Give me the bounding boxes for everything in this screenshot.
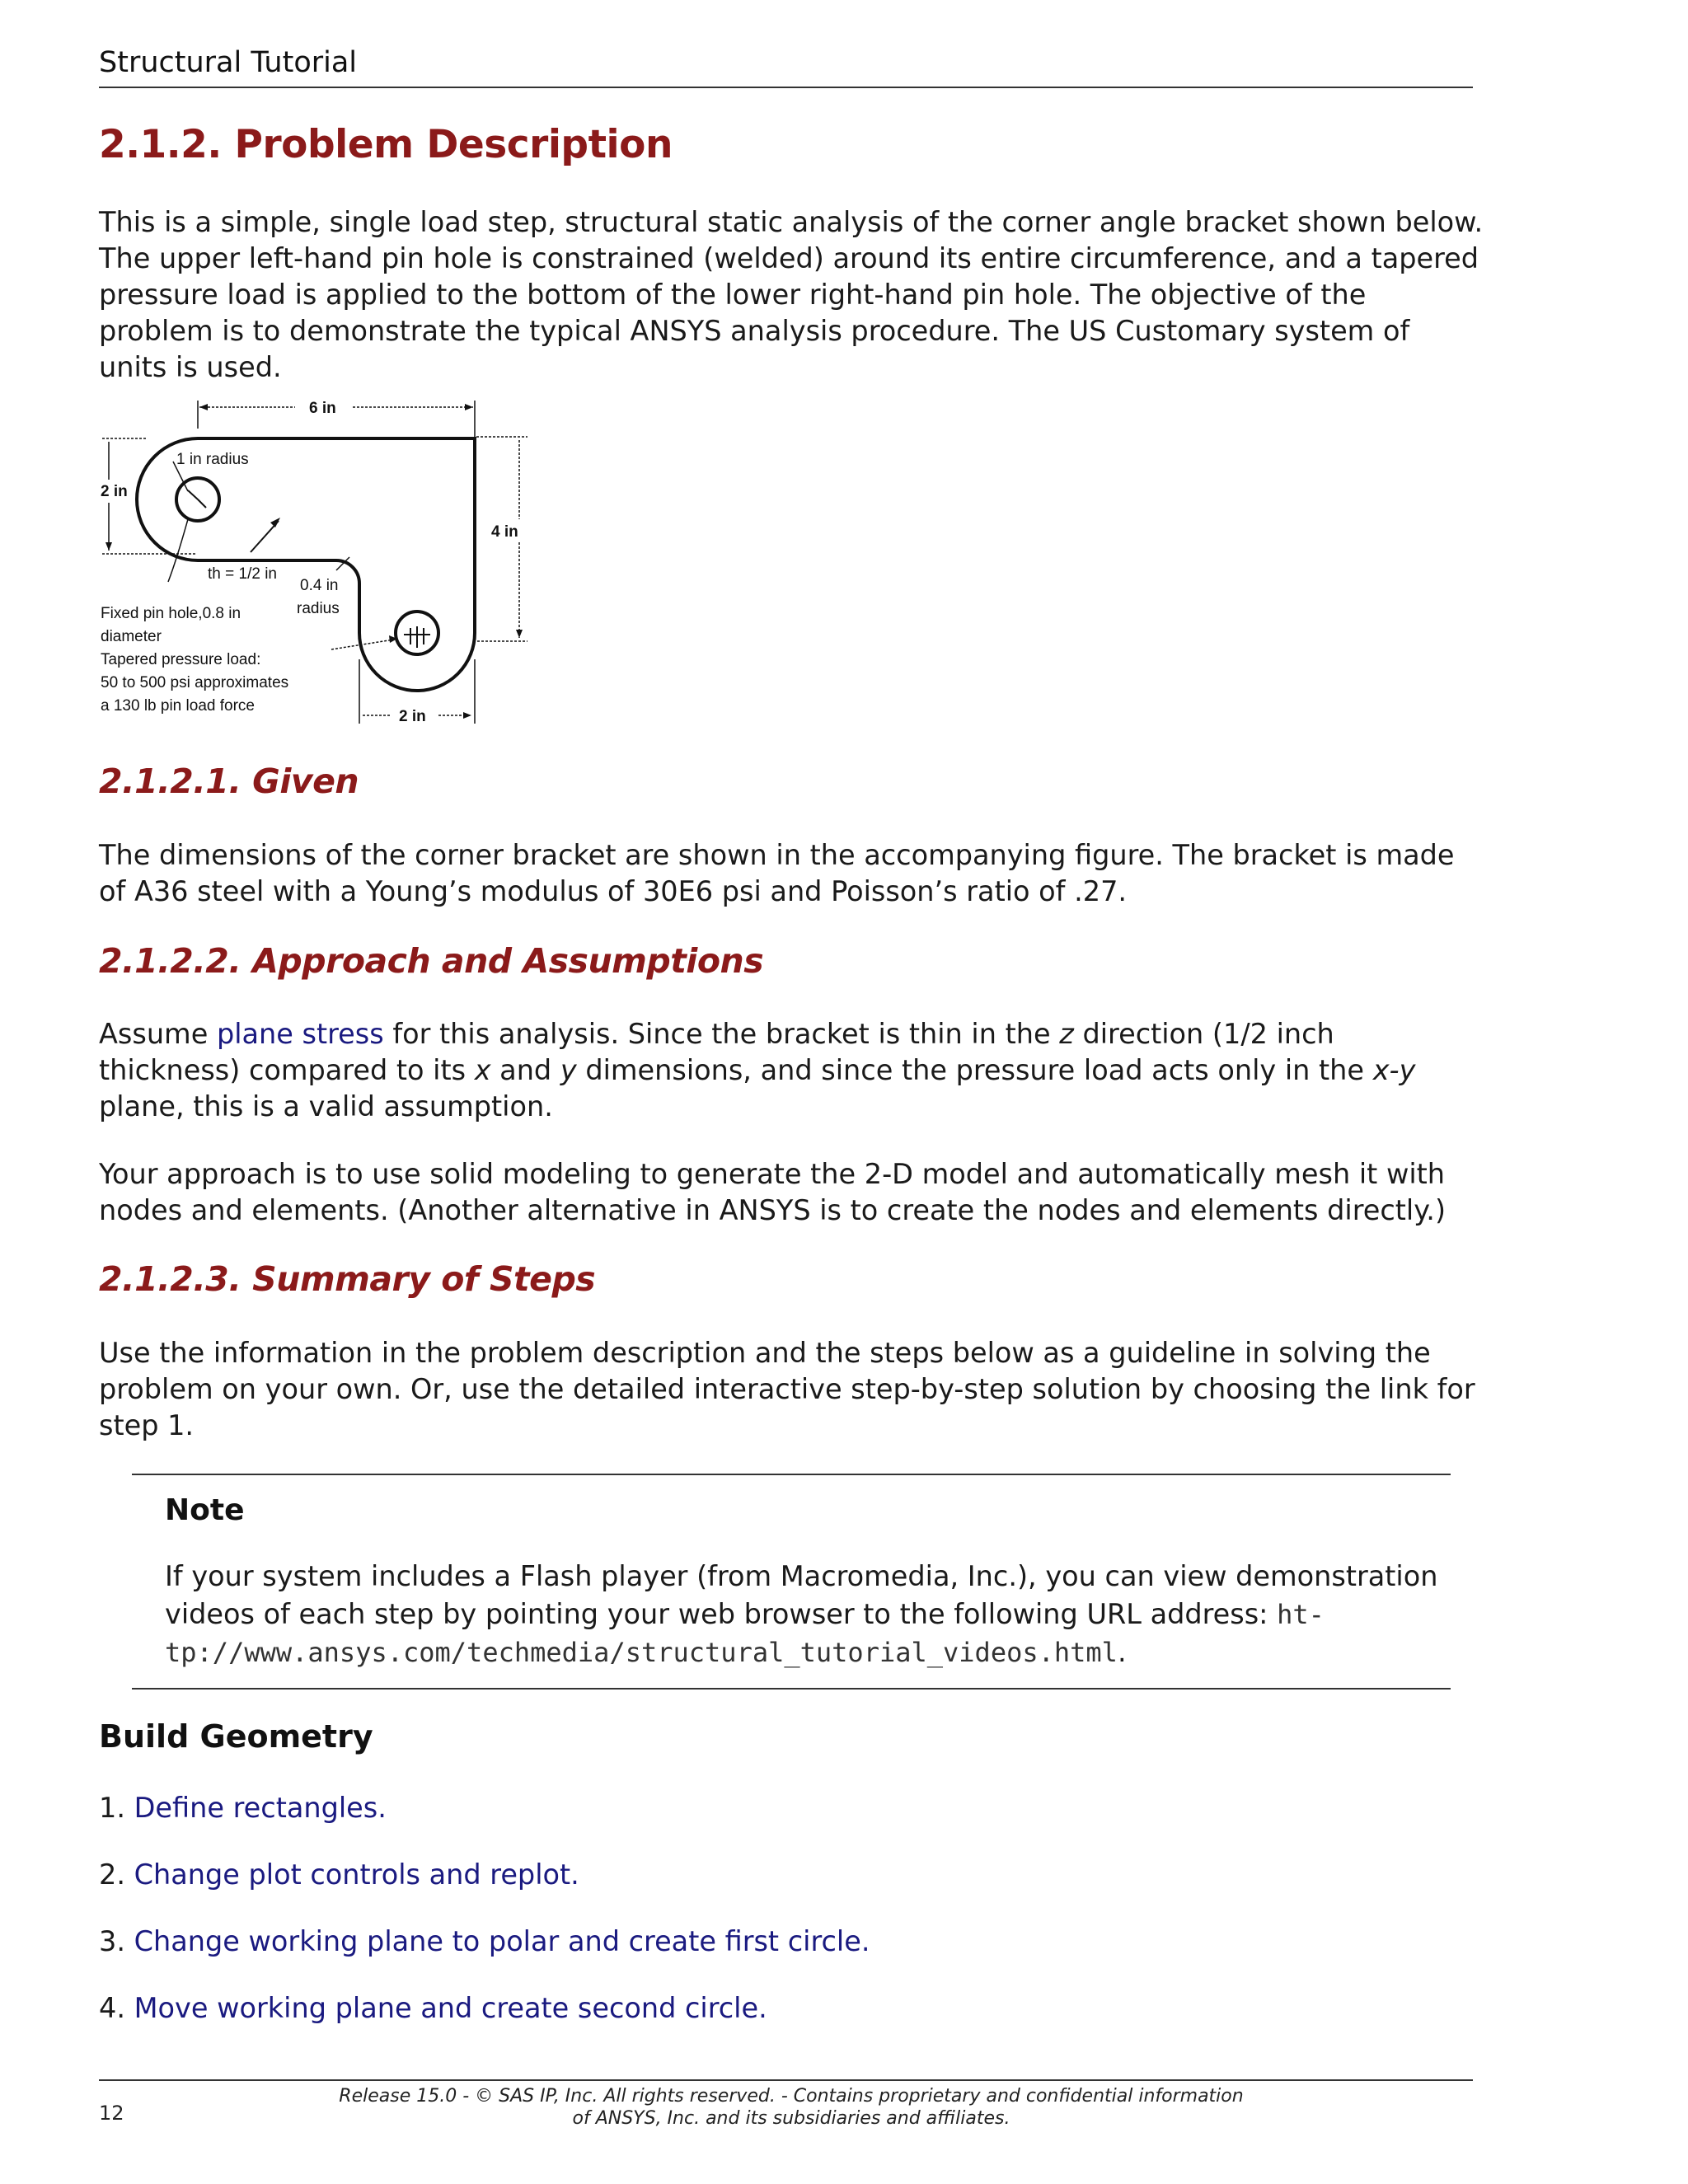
dim-left-label: 2 in xyxy=(101,483,128,500)
plane-stress-link[interactable]: plane stress xyxy=(216,1018,384,1050)
step-link-first-circle[interactable]: Change working plane to polar and create first circle. xyxy=(134,1925,870,1957)
approach-paragraph-2: Your approach is to use solid modeling to generate the 2-D model and automatically mesh it with nodes and elements. (Another alternative in ANSYS is to create the nodes and elements directly.) xyxy=(99,1158,1447,1226)
page-number: 12 xyxy=(99,2102,124,2125)
step-link-plot-controls[interactable]: Change plot controls and replot. xyxy=(134,1858,579,1891)
summary-title: 2.1.2.3. Summary of Steps xyxy=(99,1259,596,1299)
note-title: Note xyxy=(165,1493,245,1527)
load-label: Tapered pressure load: xyxy=(101,651,261,668)
note-top-rule xyxy=(132,1474,1451,1475)
approach-paragraph: Assume plane stress for this analysis. Since the bracket is thin in the z direction (1/2 inch thickness) compared to its x and y dimensions, and since the pressure load acts only in the x-y plane, this is a valid assumption. xyxy=(99,1018,1416,1122)
given-paragraph: The dimensions of the corner bracket are shown in the accompanying figure. The bracket is made of A36 steel with a Young’s modulus of 30E6 psi and Poisson’s ratio of .27. xyxy=(99,839,1455,907)
given-title: 2.1.2.1. Given xyxy=(99,762,359,801)
footer-text: Release 15.0 - © SAS IP, Inc. All rights reserved. - Contains proprietary and confidential information of ANSYS, Inc. and its subsidiaries and affiliates. xyxy=(339,2086,1244,2129)
summary-paragraph: Use the information in the problem description and the steps below as a guideline in solving the problem on your own. Or, use the detailed interactive step-by-step solution by choosing the link for step 1. xyxy=(99,1337,1475,1441)
step-item: 1. Define rectangles. xyxy=(99,1792,387,1824)
arrowhead xyxy=(463,712,471,719)
dim-top-label: 6 in xyxy=(309,400,336,417)
note-body: If your system includes a Flash player (from Macromedia, Inc.), you can view demonstration videos of each step by pointing your web browser to the following URL address: ht- tp://www.ansys.com/techmedia/structural_tutorial_videos.html. xyxy=(165,1560,1438,1668)
radius-label: 1 in radius xyxy=(176,451,249,468)
approach-title: 2.1.2.2. Approach and Assumptions xyxy=(99,941,764,981)
load-label: a 130 lb pin load force xyxy=(101,697,255,715)
fillet-label: 0.4 in xyxy=(300,577,339,594)
fillet-label: radius xyxy=(297,600,340,617)
arrowhead xyxy=(465,404,473,410)
section-title: 2.1.2. Problem Description xyxy=(99,122,673,167)
arrowhead xyxy=(270,518,280,527)
step-item: 4. Move working plane and create second circle. xyxy=(99,1992,767,2024)
load-label: 50 to 500 psi approximates xyxy=(101,674,289,691)
intro-paragraph: This is a simple, single load step, structural static analysis of the corner angle bracket shown below. The upper left-hand pin hole is constrained (welded) around its entire circumference, and a tapered pressure load is applied to the bottom of the lower right-hand pin hole. The objective of the problem is to demonstrate the typical ANSYS analysis procedure. The US Customary system of units is used. xyxy=(99,206,1484,383)
header-rule xyxy=(99,87,1473,88)
arrowhead xyxy=(516,630,523,638)
fixed-hole-label: diameter xyxy=(101,628,162,645)
build-geometry-title: Build Geometry xyxy=(99,1718,373,1755)
bracket-figure xyxy=(97,387,534,725)
fixed-hole-label: Fixed pin hole,0.8 in xyxy=(101,605,241,622)
note-bottom-rule xyxy=(132,1688,1451,1690)
dim-right-label: 4 in xyxy=(491,523,518,541)
step-item: 2. Change plot controls and replot. xyxy=(99,1858,579,1891)
running-header: Structural Tutorial xyxy=(99,46,358,79)
arrowhead xyxy=(106,542,112,551)
leader-line xyxy=(168,519,188,582)
step-link-define-rectangles[interactable]: Define rectangles. xyxy=(134,1792,387,1824)
step-link-second-circle[interactable]: Move working plane and create second circle. xyxy=(134,1992,767,2024)
step-item: 3. Change working plane to polar and create first circle. xyxy=(99,1925,870,1957)
dim-bottom-label: 2 in xyxy=(399,708,426,725)
video-url: tp://www.ansys.com/techmedia/structural_tutorial_videos.html xyxy=(165,1637,1118,1668)
radius-line xyxy=(198,499,206,508)
thickness-label: th = 1/2 in xyxy=(208,565,277,583)
radius-line xyxy=(188,490,198,499)
footer-rule xyxy=(99,2079,1473,2081)
arrowhead xyxy=(199,404,208,410)
